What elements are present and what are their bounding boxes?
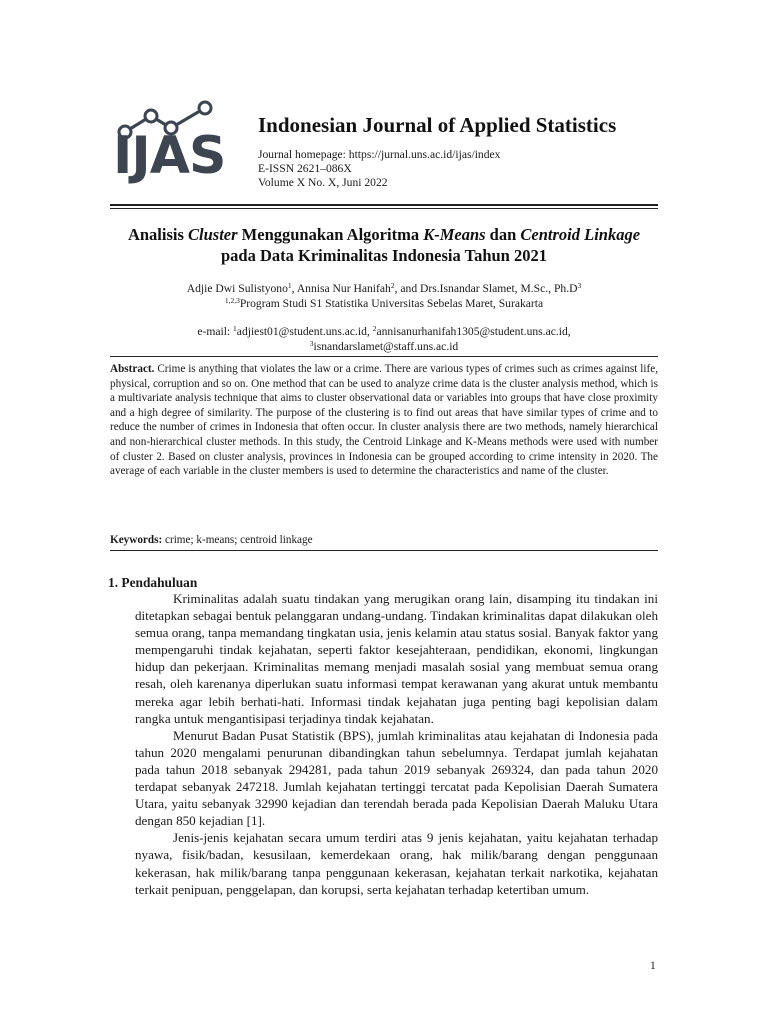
- keywords-text: crime; k-means; centroid linkage: [162, 534, 313, 546]
- paragraph: Jenis-jenis kejahatan secara umum terdiri atas 9 jenis kejahatan, yaitu kejahatan terhadap nyawa, fisik/badan, kesusilaan, kemerdekaan orang, hak milik/barang dengan penggunaan kekerasan, hak milik/barang tanpa penggunaan kekerasan, kejahatan terkait narkotika, kejahatan terkait penipuan, penggelapan, dan korupsi, serta kejahatan terhadap ketertiban umum.: [135, 830, 658, 897]
- journal-meta: [258, 148, 500, 190]
- page-number: 1: [650, 960, 656, 972]
- paragraph: Kriminalitas adalah suatu tindakan yang merugikan orang lain, disamping itu tindakan ini ditetapkan sebagai bentuk pelanggaran undang-undang. Tindakan kriminalitas dapat dilakukan oleh semua orang, tanpa memandang tingkatan usia, jenis kelamin atau status sosial. Banyak faktor yang mempengaruhi tindak kejahatan, seperti faktor kesejahteraan, pendidikan, ekonomi, lingkungan hidup dan pekerjaan. Kriminalitas memang menjadi masalah sosial yang membuat semua orang resah, oleh karenanya diperlukan suatu informasi tempat kerawanan yang akurat untuk membantu mereka agar lebih berhati-hati. Informasi tindak kejahatan juga penting bagi kepolisian dalam rangka untuk mengantisipasi terjadinya tindak kejahatan.: [135, 591, 658, 726]
- email-link[interactable]: annisanurhanifah1305@student.uns.ac.id,: [376, 325, 571, 338]
- paragraph: Menurut Badan Pusat Statistik (BPS), jumlah kriminalitas atau kejahatan di Indonesia pada tahun 2020 mengalami penurunan dibandingkan tahun sebelumnya. Terdapat jumlah kejahatan pada tahun 2018 sebanyak 294281, pada tahun 2019 sebanyak 269324, dan pada tahun 2020 terdapat sebanyak 247218. Jumlah kejahatan tertinggi tercatat pada Kepolisian Daerah Sumatera Utara, yaitu sebanyak 32990 kejadian dan terendah berada pada Kepolisian Daerah Maluku Utara dengan 850 kejadian [1].: [135, 727, 658, 829]
- abstract-text: Crime is anything that violates the law or a crime. There are various types of crimes such as crimes against life, physical, corruption and so on. One method that can be used to analyze crime data is the cluster analysis method, which is a multivariate analysis technique that aims to cluster observational data or variables into groups that have close proximity and a high degree of similarity. The purpose of the clustering is to find out areas that have similar types of crime and to reduce the number of crimes in Indonesia that often occur. In cluster analysis there are two methods, namely hierarchical and non-hierarchical cluster methods. In this study, the Centroid Linkage and K-Means methods were used with number of cluster 2. Based on cluster analysis, provinces in Indonesia can be grouped according to crime intensity in 2020. The average of each variable in the cluster members is used to determine the characteristics and name of the cluster.: [110, 363, 658, 478]
- journal-homepage[interactable]: Journal homepage: https://jurnal.uns.ac.id/ijas/index: [258, 148, 501, 161]
- section-body: [135, 590, 658, 898]
- header-rule-thin: [110, 208, 658, 209]
- affiliation: $^{1,2,3}$Program Studi S1 Statistika Universitas Sebelas Maret, Surakarta: [224, 296, 544, 310]
- logo-text: IJAS: [113, 126, 226, 186]
- email-link[interactable]: isnandarslamet@staff.uns.ac.id: [313, 340, 459, 353]
- email-link[interactable]: adjiest01@student.uns.ac.id,: [236, 325, 373, 338]
- keywords-label: Keywords:: [110, 534, 163, 546]
- abstract-label: Abstract.: [110, 363, 155, 375]
- journal-title: Indonesian Journal of Applied Statistics: [258, 113, 617, 137]
- email-list: e-mail: $^1$adjiest01@student.uns.ac.id, $^2$annisanurhanifah1305@student.uns.ac.id, $^3$isnandarslamet@staff.uns.ac.id: [197, 324, 571, 353]
- keywords: [110, 533, 658, 547]
- author-list: Adjie Dwi Sulistyono$^1$, Annisa Nur Hanifah$^2$, and Drs.Isnandar Slamet, M.Sc., $Ph.D^3$: [186, 281, 582, 295]
- abstract-rule-top: [110, 356, 658, 357]
- paper-title: Analisis Cluster Menggunakan Algoritma K-Means dan Centroid Linkage pada Data Kriminalitas Indonesia Tahun 2021: [127, 225, 641, 265]
- journal-issn: E-ISSN 2621–086X: [258, 162, 352, 175]
- section-heading: 1. Pendahuluan: [108, 575, 198, 590]
- header-rule-thick: [110, 204, 658, 206]
- journal-volume: Volume X No. X, Juni 2022: [258, 176, 388, 189]
- journal-logo: [113, 100, 226, 192]
- abstract: [110, 362, 658, 479]
- abstract-rule-bottom: [110, 550, 658, 551]
